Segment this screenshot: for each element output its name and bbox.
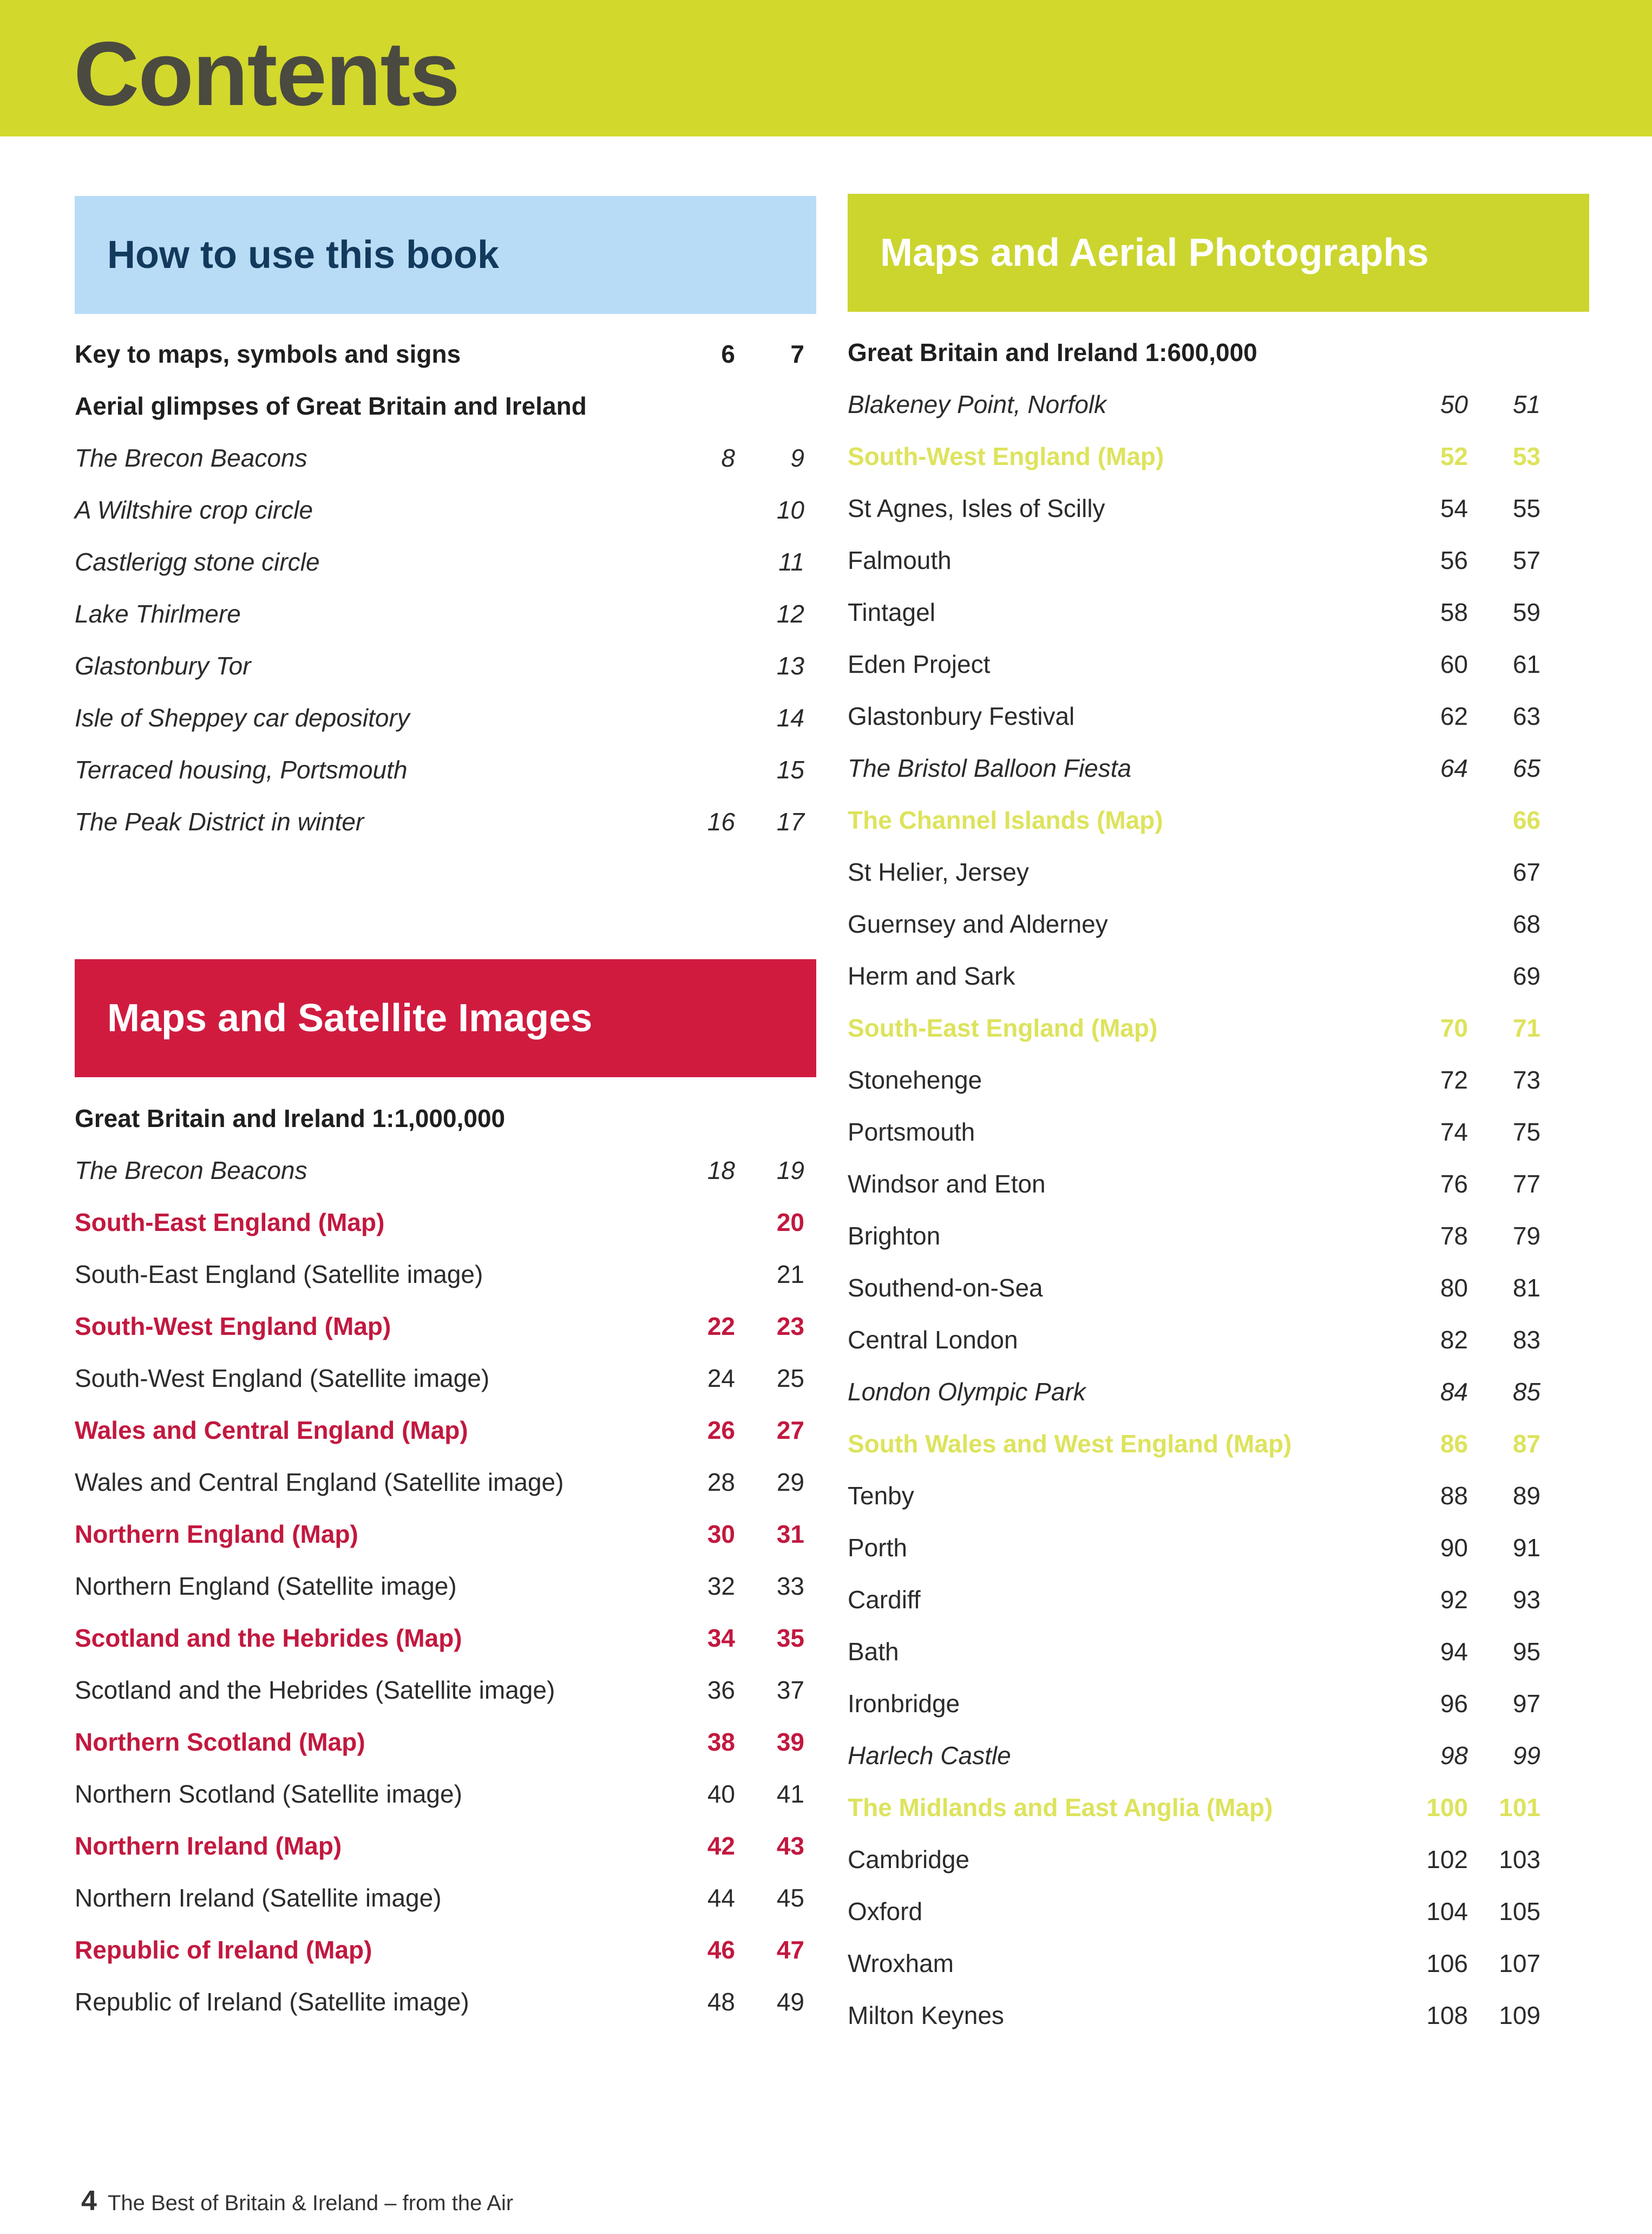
- toc-entry-page-end: 59: [1512, 598, 1540, 626]
- toc-entry: [848, 1002, 1589, 1054]
- toc-entry-title: Scotland and the Hebrides (Map): [75, 1624, 462, 1652]
- toc-entry: [75, 1144, 816, 1196]
- toc-entry: [848, 1729, 1589, 1781]
- toc-entry: [848, 1522, 1589, 1574]
- toc-entry-title: South-West England (Map): [848, 442, 1164, 470]
- toc-entry-page-end: 93: [1512, 1586, 1540, 1614]
- toc-entry: [75, 1456, 816, 1508]
- toc-entry-page-end: 14: [776, 704, 804, 732]
- toc-entry-title: South-East England (Map): [75, 1208, 385, 1236]
- section-header-how-to: [75, 196, 816, 314]
- toc-entry-page-start: 70: [1440, 1014, 1468, 1042]
- toc-entry: [848, 1418, 1589, 1470]
- toc-entry-page-start: 60: [1440, 650, 1468, 678]
- toc-entry-title: Milton Keynes: [848, 2001, 1004, 2029]
- toc-entry-title: South-West England (Satellite image): [75, 1364, 490, 1392]
- toc-entry-page-end: 25: [776, 1364, 804, 1392]
- toc-entry-page-end: 29: [776, 1468, 804, 1496]
- toc-entry: [848, 482, 1589, 534]
- toc-entry-page-start: 72: [1440, 1066, 1468, 1094]
- toc-entry-title: Bath: [848, 1637, 899, 1666]
- toc-entry-page-end: 69: [1512, 962, 1540, 990]
- toc-entry-title: Isle of Sheppey car depository: [75, 704, 410, 732]
- page-title: Contents: [74, 23, 459, 125]
- toc-entry: [75, 1092, 816, 1144]
- toc-entry: [75, 1352, 816, 1404]
- page-footer: [81, 2185, 513, 2217]
- toc-entry-page-start: 108: [1426, 2001, 1468, 2029]
- toc-entry-title: Tenby: [848, 1482, 914, 1510]
- toc-entry-title: Republic of Ireland (Satellite image): [75, 1988, 469, 2016]
- toc-entry-page-start: 52: [1440, 442, 1468, 470]
- toc-entry-page-start: 16: [707, 808, 735, 836]
- toc-entry-page-end: 33: [776, 1572, 804, 1600]
- toc-entry-page-start: 62: [1440, 702, 1468, 730]
- toc-entry-page-end: 61: [1512, 650, 1540, 678]
- section-heading: Maps and Satellite Images: [107, 997, 593, 1040]
- toc-entry-page-end: 63: [1512, 702, 1540, 730]
- toc-entry-title: Northern Scotland (Map): [75, 1728, 365, 1756]
- toc-entry-page-start: 64: [1440, 754, 1468, 782]
- toc-entry-page-end: 21: [776, 1260, 804, 1288]
- toc-entry: [75, 380, 816, 432]
- toc-entry-page-end: 19: [776, 1156, 804, 1184]
- toc-entry: [75, 1820, 816, 1872]
- toc-entry-title: Wroxham: [848, 1949, 954, 1977]
- toc-entry-title: The Channel Islands (Map): [848, 806, 1163, 834]
- toc-entry: [848, 794, 1589, 846]
- toc-entry: [75, 1612, 816, 1664]
- toc-entry-page-end: 83: [1512, 1326, 1540, 1354]
- toc-entry-page-end: 9: [790, 444, 804, 472]
- toc-entry-title: Lake Thirlmere: [75, 600, 241, 628]
- toc-entry-page-end: 67: [1512, 858, 1540, 886]
- toc-entry: [75, 588, 816, 640]
- toc-entry: [848, 1470, 1589, 1522]
- toc-entry-page-start: 86: [1440, 1430, 1468, 1458]
- toc-entry-page-start: 88: [1440, 1482, 1468, 1510]
- toc-entry-title: South Wales and West England (Map): [848, 1430, 1292, 1458]
- toc-entry-page-end: 99: [1512, 1741, 1540, 1770]
- toc-entry-page-start: 58: [1440, 598, 1468, 626]
- toc-entry: [848, 1833, 1589, 1885]
- toc-entry-page-end: 87: [1512, 1430, 1540, 1458]
- toc-entry-title: Portsmouth: [848, 1118, 975, 1146]
- toc-entry-page-start: 34: [707, 1624, 735, 1652]
- toc-entry-page-end: 79: [1512, 1222, 1540, 1250]
- toc-entry-title: The Brecon Beacons: [75, 444, 307, 472]
- toc-entry-title: Northern England (Map): [75, 1520, 358, 1548]
- toc-entry-page-end: 81: [1512, 1274, 1540, 1302]
- toc-entry-page-end: 75: [1512, 1118, 1540, 1146]
- toc-entry: [75, 1716, 816, 1768]
- toc-entry: [848, 1989, 1589, 2041]
- toc-entry: [848, 1678, 1589, 1729]
- toc-entry: [848, 1262, 1589, 1314]
- toc-entry: [848, 1054, 1589, 1106]
- toc-entry-page-start: 48: [707, 1988, 735, 2016]
- toc-entry-page-start: 36: [707, 1676, 735, 1704]
- toc-entry-page-start: 38: [707, 1728, 735, 1756]
- toc-entry-page-end: 105: [1499, 1897, 1540, 1925]
- toc-entry-title: Aerial glimpses of Great Britain and Ireland: [75, 392, 587, 420]
- toc-entry-page-end: 65: [1512, 754, 1540, 782]
- toc-entry: [848, 898, 1589, 950]
- toc-entry-title: St Helier, Jersey: [848, 858, 1029, 886]
- toc-entry-title: Cardiff: [848, 1586, 921, 1614]
- toc-entry-title: Cambridge: [848, 1845, 969, 1873]
- toc-entry-title: Northern Ireland (Map): [75, 1832, 342, 1860]
- toc-entry: [848, 638, 1589, 690]
- toc-entry: [848, 586, 1589, 638]
- toc-entry-page-end: 35: [776, 1624, 804, 1652]
- toc-entry-page-end: 11: [778, 548, 804, 576]
- toc-entry-title: Falmouth: [848, 546, 952, 574]
- toc-entry-title: South-East England (Satellite image): [75, 1260, 483, 1288]
- toc-entry-page-end: 53: [1512, 442, 1540, 470]
- toc-entry-page-end: 43: [776, 1832, 804, 1860]
- toc-entry-page-end: 41: [776, 1780, 804, 1808]
- toc-entry-page-end: 91: [1512, 1534, 1540, 1562]
- toc-entry-title: Wales and Central England (Map): [75, 1416, 468, 1444]
- toc-entry: [848, 846, 1589, 898]
- toc-entry-title: Great Britain and Ireland 1:1,000,000: [75, 1104, 506, 1132]
- toc-entry-title: Castlerigg stone circle: [75, 548, 320, 576]
- toc-entry-page-start: 76: [1440, 1170, 1468, 1198]
- toc-entry: [75, 484, 816, 536]
- toc-entry-title: Herm and Sark: [848, 962, 1015, 990]
- toc-entry-title: Southend-on-Sea: [848, 1274, 1043, 1302]
- toc-entry: [75, 796, 816, 848]
- toc-entry: [848, 1885, 1589, 1937]
- toc-entry-page-start: 84: [1440, 1378, 1468, 1406]
- toc-entry: [75, 1976, 816, 2028]
- toc-entry-page-end: 15: [776, 756, 804, 784]
- toc-entry-page-start: 50: [1440, 390, 1468, 418]
- toc-entry-page-end: 66: [1512, 806, 1540, 834]
- toc-entry-page-end: 45: [776, 1884, 804, 1912]
- toc-entry-page-end: 107: [1499, 1949, 1540, 1977]
- toc-entry: [75, 640, 816, 692]
- toc-entry-page-start: 98: [1440, 1741, 1468, 1770]
- toc-entry: [75, 1924, 816, 1976]
- toc-entry-page-start: 30: [707, 1520, 735, 1548]
- toc-entry-title: Wales and Central England (Satellite image): [75, 1468, 564, 1496]
- toc-entry-title: London Olympic Park: [848, 1378, 1086, 1406]
- toc-entry-page-end: 77: [1512, 1170, 1540, 1198]
- toc-entry-page-start: 8: [721, 444, 735, 472]
- toc-entry-title: Ironbridge: [848, 1689, 960, 1718]
- toc-entry: [848, 1314, 1589, 1366]
- toc-entry-page-start: 22: [707, 1312, 735, 1340]
- toc-entry-title: A Wiltshire crop circle: [75, 496, 313, 524]
- toc-entry-page-start: 102: [1426, 1845, 1468, 1873]
- toc-entry-page-start: 90: [1440, 1534, 1468, 1562]
- toc-entry-page-end: 13: [776, 652, 804, 680]
- toc-list-satellite: [75, 1092, 816, 2028]
- toc-entry-page-end: 109: [1499, 2001, 1540, 2029]
- toc-entry-page-end: 71: [1512, 1014, 1540, 1042]
- section-heading: Maps and Aerial Photographs: [880, 231, 1429, 274]
- toc-entry-title: The Peak District in winter: [75, 808, 364, 836]
- toc-entry: [848, 1574, 1589, 1626]
- toc-entry-page-start: 26: [707, 1416, 735, 1444]
- toc-entry: [75, 1508, 816, 1560]
- toc-entry-page-end: 103: [1499, 1845, 1540, 1873]
- toc-list-how-to: [75, 328, 816, 848]
- toc-entry-page-start: 28: [707, 1468, 735, 1496]
- toc-entry-page-end: 68: [1512, 910, 1540, 938]
- toc-entry: [848, 742, 1589, 794]
- toc-entry-title: The Brecon Beacons: [75, 1156, 307, 1184]
- toc-entry-page-end: 20: [776, 1208, 804, 1236]
- toc-entry-page-end: 85: [1512, 1378, 1540, 1406]
- toc-entry: [75, 1404, 816, 1456]
- toc-entry-title: Key to maps, symbols and signs: [75, 340, 461, 368]
- toc-entry-title: South-East England (Map): [848, 1014, 1158, 1042]
- toc-entry: [75, 1196, 816, 1248]
- toc-entry: [75, 536, 816, 588]
- toc-entry-title: Great Britain and Ireland 1:600,000: [848, 338, 1257, 366]
- toc-entry: [848, 1781, 1589, 1833]
- toc-entry: [848, 326, 1589, 378]
- toc-entry: [75, 1664, 816, 1716]
- toc-entry-title: Northern Scotland (Satellite image): [75, 1780, 462, 1808]
- toc-entry-title: Oxford: [848, 1897, 923, 1925]
- toc-entry: [848, 690, 1589, 742]
- toc-entry-title: Northern Ireland (Satellite image): [75, 1884, 442, 1912]
- toc-entry-title: Glastonbury Festival: [848, 702, 1075, 730]
- toc-entry-title: Porth: [848, 1534, 907, 1562]
- toc-entry-page-end: 23: [776, 1312, 804, 1340]
- toc-entry-page-start: 74: [1440, 1118, 1468, 1146]
- toc-entry-page-end: 57: [1512, 546, 1540, 574]
- toc-entry-title: The Bristol Balloon Fiesta: [848, 754, 1132, 782]
- toc-entry-page-end: 7: [790, 340, 804, 368]
- toc-entry-page-start: 32: [707, 1572, 735, 1600]
- toc-entry-title: Blakeney Point, Norfolk: [848, 390, 1107, 418]
- toc-entry-title: South-West England (Map): [75, 1312, 391, 1340]
- toc-entry-title: Stonehenge: [848, 1066, 982, 1094]
- toc-entry-page-end: 101: [1499, 1793, 1540, 1822]
- toc-entry-page-end: 12: [776, 600, 804, 628]
- toc-entry: [75, 432, 816, 484]
- toc-entry-title: St Agnes, Isles of Scilly: [848, 494, 1105, 522]
- toc-entry: [848, 378, 1589, 430]
- toc-entry-page-start: 44: [707, 1884, 735, 1912]
- toc-entry-page-start: 56: [1440, 546, 1468, 574]
- toc-entry-page-end: 49: [776, 1988, 804, 2016]
- toc-entry-page-end: 39: [776, 1728, 804, 1756]
- toc-entry-page-start: 94: [1440, 1637, 1468, 1666]
- toc-entry: [848, 1937, 1589, 1989]
- section-heading: How to use this book: [107, 233, 500, 277]
- toc-entry-page-start: 106: [1426, 1949, 1468, 1977]
- toc-entry-page-start: 6: [721, 340, 735, 368]
- toc-entry: [75, 328, 816, 380]
- toc-entry: [75, 1248, 816, 1300]
- page-number: 4: [81, 2185, 97, 2217]
- toc-entry-page-start: 78: [1440, 1222, 1468, 1250]
- toc-entry-page-start: 40: [707, 1780, 735, 1808]
- toc-entry: [848, 1106, 1589, 1158]
- toc-entry-title: Northern England (Satellite image): [75, 1572, 457, 1600]
- toc-entry-page-end: 17: [776, 808, 804, 836]
- toc-entry-page-start: 100: [1426, 1793, 1468, 1822]
- toc-list-aerial: [848, 326, 1589, 2041]
- toc-entry: [848, 1158, 1589, 1210]
- toc-entry: [75, 1300, 816, 1352]
- toc-entry-page-end: 89: [1512, 1482, 1540, 1510]
- toc-entry: [75, 1768, 816, 1820]
- toc-entry: [848, 430, 1589, 482]
- toc-entry: [848, 534, 1589, 586]
- toc-entry: [75, 744, 816, 796]
- toc-entry: [848, 1210, 1589, 1262]
- toc-entry-page-start: 82: [1440, 1326, 1468, 1354]
- toc-entry-title: Windsor and Eton: [848, 1170, 1046, 1198]
- toc-entry-title: Guernsey and Alderney: [848, 910, 1108, 938]
- toc-entry: [848, 1366, 1589, 1418]
- toc-entry-title: Terraced housing, Portsmouth: [75, 756, 408, 784]
- toc-entry-title: Harlech Castle: [848, 1741, 1011, 1770]
- toc-entry: [75, 1560, 816, 1612]
- toc-entry-page-end: 73: [1512, 1066, 1540, 1094]
- toc-entry-title: Eden Project: [848, 650, 991, 678]
- toc-entry-page-end: 47: [776, 1936, 804, 1964]
- book-title: The Best of Britain & Ireland – from the Air: [107, 2191, 514, 2215]
- toc-entry-page-start: 42: [707, 1832, 735, 1860]
- toc-entry: [848, 950, 1589, 1002]
- toc-entry-page-start: 18: [707, 1156, 735, 1184]
- toc-entry-page-start: 24: [707, 1364, 735, 1392]
- section-header-satellite: [75, 959, 816, 1077]
- toc-entry: [75, 1872, 816, 1924]
- toc-entry-page-start: 54: [1440, 494, 1468, 522]
- toc-entry-page-start: 46: [707, 1936, 735, 1964]
- toc-entry-page-end: 55: [1512, 494, 1540, 522]
- toc-entry-title: The Midlands and East Anglia (Map): [848, 1793, 1273, 1822]
- toc-entry-title: Republic of Ireland (Map): [75, 1936, 372, 1964]
- toc-entry-page-end: 10: [776, 496, 804, 524]
- toc-entry-page-end: 97: [1512, 1689, 1540, 1718]
- toc-entry-page-end: 37: [776, 1676, 804, 1704]
- toc-entry-page-start: 80: [1440, 1274, 1468, 1302]
- toc-entry-page-start: 104: [1426, 1897, 1468, 1925]
- toc-entry-title: Central London: [848, 1326, 1018, 1354]
- toc-entry-page-end: 27: [776, 1416, 804, 1444]
- toc-entry: [75, 692, 816, 744]
- toc-entry-title: Scotland and the Hebrides (Satellite image): [75, 1676, 555, 1704]
- section-header-aerial: [848, 194, 1589, 312]
- toc-entry-page-end: 95: [1512, 1637, 1540, 1666]
- toc-entry-page-start: 96: [1440, 1689, 1468, 1718]
- toc-entry-title: Tintagel: [848, 598, 935, 626]
- toc-entry-page-end: 31: [776, 1520, 804, 1548]
- toc-entry-title: Brighton: [848, 1222, 941, 1250]
- toc-entry: [848, 1626, 1589, 1678]
- toc-entry-page-start: 92: [1440, 1586, 1468, 1614]
- toc-entry-page-end: 51: [1512, 390, 1540, 418]
- toc-entry-title: Glastonbury Tor: [75, 652, 251, 680]
